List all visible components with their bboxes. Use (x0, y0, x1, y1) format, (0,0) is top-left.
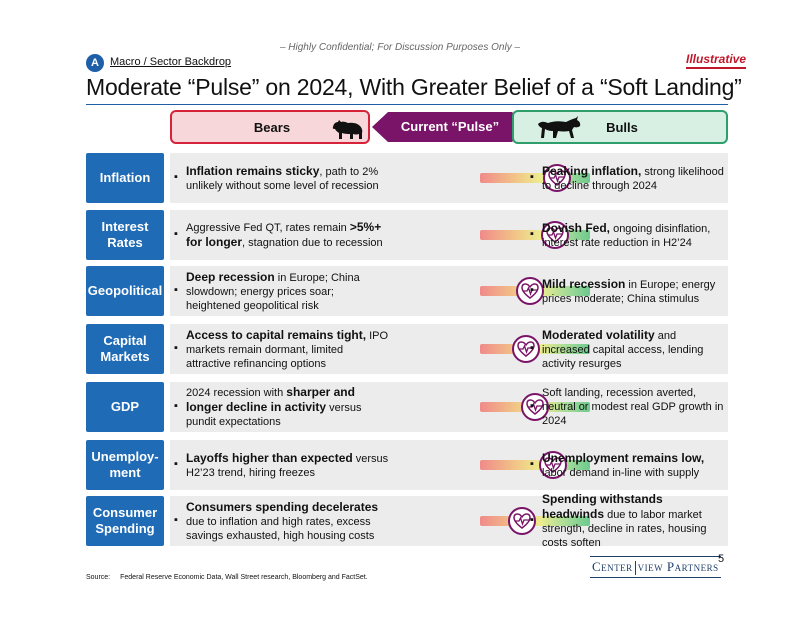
indicator-label: GDP (86, 382, 164, 432)
bear-case-text (174, 440, 390, 490)
bear-case-bold: Deep recession (186, 269, 275, 284)
bear-case-text (174, 153, 390, 203)
bull-case-text (530, 210, 726, 260)
bull-case-detail: Soft landing, recession averted, neutral or modest real GDP growth in 2024 (542, 387, 724, 427)
bear-case-bold: Inflation remains sticky (186, 163, 320, 178)
bear-case-detail: , path to 2% unlikely without some level of recession (186, 165, 379, 192)
indicator-panel (170, 266, 728, 316)
indicator-label: Consumer Spending (86, 496, 164, 546)
title-rule (86, 104, 728, 105)
indicator-panel (170, 382, 728, 432)
bear-case-text (174, 210, 390, 260)
source-note (86, 574, 368, 581)
page-title: Moderate “Pulse” on 2024, With Greater Belief of a “Soft Landing” (86, 74, 742, 100)
bear-case-detail: IPO markets remain dormant, limited attractive refinancing options (186, 329, 389, 370)
indicator-panel (170, 440, 728, 490)
centerview-logo (590, 556, 721, 578)
bears-header (170, 110, 370, 144)
indicator-row (86, 440, 728, 492)
page-number: 5 (718, 553, 725, 565)
bull-case-text (530, 440, 726, 490)
bull-case-bold: Peaking inflation, (542, 163, 642, 178)
section-badge: A (86, 54, 104, 72)
bull-case-bold: Mild recession (542, 276, 626, 291)
bear-case-text (174, 324, 390, 374)
bull-case-bold: Unemployment remains low, (542, 450, 705, 465)
indicator-label: Interest Rates (86, 210, 164, 260)
indicator-row (86, 266, 728, 318)
bull-case-bold: Dovish Fed, (542, 220, 611, 235)
bear-case-detail: versus H2’23 trend, hiring freezes (186, 452, 389, 479)
indicator-row (86, 210, 728, 262)
bear-case-text (174, 496, 390, 546)
bull-case-bold: Moderated volatility (542, 327, 655, 342)
bear-case-bold: Access to capital remains tight, (186, 327, 367, 342)
indicator-row (86, 153, 728, 205)
indicator-panel (170, 153, 728, 203)
bull-case-detail: in Europe; energy prices moderate; China stimulus (542, 278, 716, 305)
bear-case-detail: , stagnation due to recession (242, 237, 383, 249)
bear-icon (330, 118, 364, 140)
bull-case-text (530, 153, 726, 203)
source-text: Federal Reserve Economic Data, Wall Street research, Bloomberg and FactSet. (120, 574, 368, 581)
indicator-row (86, 324, 728, 376)
bull-case-detail: ongoing disinflation, interest rate reduction in H2’24 (542, 222, 711, 249)
bear-case-text (174, 266, 390, 316)
source-label: Source: (86, 574, 111, 581)
indicator-label: Unemploy-ment (86, 440, 164, 490)
bear-case-bold: sharper and longer decline in activity (186, 385, 355, 414)
bull-case-detail: labor demand in-line with supply (542, 466, 700, 479)
indicator-panel (170, 324, 728, 374)
bull-case-detail: due to labor market strength, decline in rates, housing costs soften (542, 509, 707, 549)
bull-case-text (530, 324, 726, 374)
bear-case-prefix: 2024 recession with (186, 387, 287, 399)
bear-case-prefix: Aggressive Fed QT, rates remain (186, 222, 350, 234)
indicator-row (86, 492, 728, 549)
indicator-row (86, 382, 728, 434)
bull-case-bold: Spending withstands headwinds (542, 492, 663, 521)
indicator-label: Capital Markets (86, 324, 164, 374)
section-label: Macro / Sector Backdrop (110, 56, 232, 68)
bull-case-text (530, 492, 726, 549)
bull-case-detail: strong likelihood to decline through 2024 (542, 165, 724, 192)
bear-case-detail: in Europe; China slowdown; energy prices soar; heightened geopolitical risk (186, 271, 360, 312)
bulls-label: Bulls (606, 120, 638, 135)
bulls-header (512, 110, 728, 144)
bull-case-text (530, 382, 726, 432)
indicator-panel (170, 210, 728, 260)
bears-label: Bears (253, 120, 291, 135)
logo-left-text: Center (592, 559, 633, 574)
current-pulse-label: Current “Pulse” (400, 119, 500, 134)
indicator-label: Inflation (86, 153, 164, 203)
bull-case-detail: and increased capital access, lending activity resurges (542, 329, 704, 370)
bear-case-detail: due to inflation and high rates, excess savings exhausted, high housing costs (186, 515, 375, 542)
indicator-panel (170, 492, 728, 549)
bull-case-text (530, 266, 726, 316)
illustrative-tag: Illustrative (686, 52, 746, 69)
confidentiality-notice: – Highly Confidential; For Discussion Purposes Only – (279, 42, 521, 53)
indicator-label: Geopolitical (86, 266, 164, 316)
logo-right-text: view Partners (637, 559, 719, 574)
bear-case-detail: versus pundit expectations (186, 402, 362, 428)
bear-case-bold: >5%+ for longer (186, 220, 382, 249)
bear-case-bold: Consumers spending decelerates (186, 499, 379, 514)
bear-case-text (174, 382, 390, 432)
bear-case-bold: Layoffs higher than expected (186, 450, 353, 465)
